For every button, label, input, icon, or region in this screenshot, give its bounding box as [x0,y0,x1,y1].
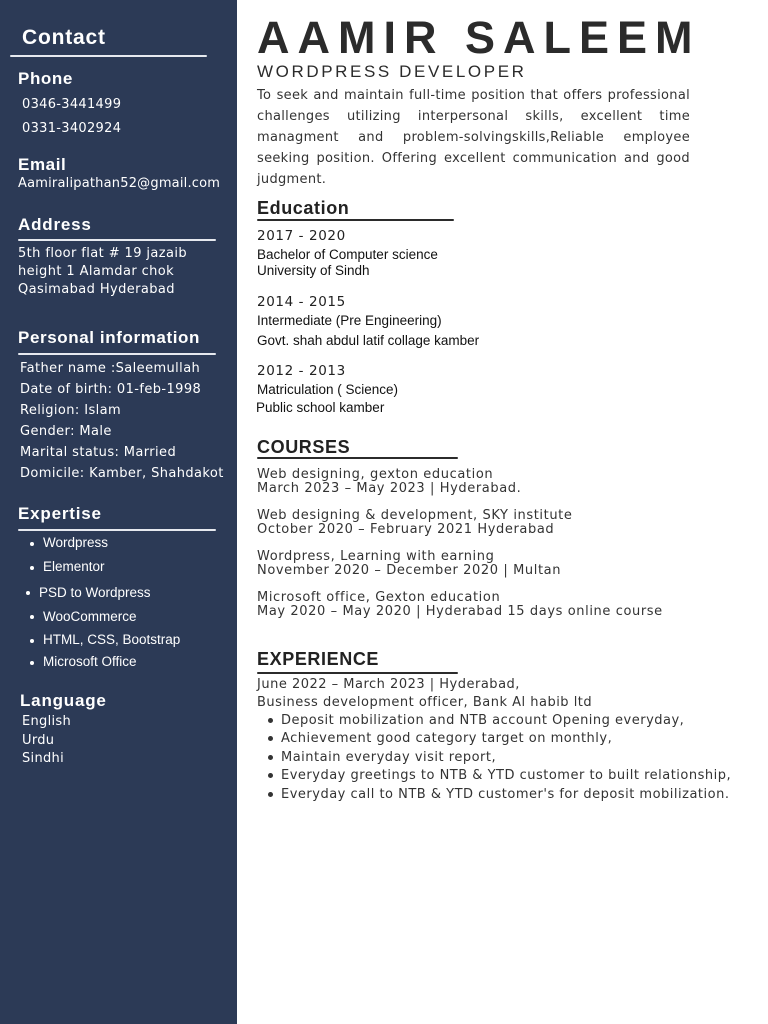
language-item: English [22,714,72,729]
course-detail: March 2023 – May 2023 | Hyderabad. [257,481,522,496]
bullet-icon [26,591,30,595]
course-title: Web designing & development, SKY institute [257,508,573,523]
personal-info-item: Domicile: Kamber, Shahdakot [20,466,224,481]
bullet-icon [30,566,34,570]
phone-number: 0331-3402924 [22,121,122,136]
expertise-item: Microsoft Office [43,654,137,669]
phone-number: 0346-3441499 [22,97,122,112]
education-years: 2014 - 2015 [257,294,346,310]
duty-item: Everyday call to NTB & YTD customer's for deposit mobilization. [281,787,730,802]
email-heading: Email [18,155,67,174]
education-years: 2012 - 2013 [257,363,346,379]
address-divider [18,239,216,241]
course-detail: May 2020 – May 2020 | Hyderabad 15 days online course [257,604,663,619]
duty-item: Everyday greetings to NTB & YTD customer to built relationship, [281,768,732,783]
courses-divider [257,457,458,459]
education-institute: Public school kamber [256,400,385,415]
language-item: Urdu [22,733,55,748]
expertise-item: HTML, CSS, Bootstrap [43,632,181,647]
expertise-item: Elementor [43,559,105,574]
bullet-icon [30,661,34,665]
bullet-icon [30,615,34,619]
course-title: Wordpress, Learning with earning [257,549,495,564]
education-degree: Bachelor of Computer science [257,247,438,262]
experience-period: June 2022 – March 2023 | Hyderabad, [257,677,520,692]
education-heading: Education [257,198,350,218]
expertise-divider [18,529,216,531]
personal-info-item: Date of birth: 01-feb-1998 [20,382,202,397]
address-line: height 1 Alamdar chok [18,264,175,279]
job-title: WORDPRESS DEVELOPER [257,62,527,81]
address-line: Qasimabad Hyderabad [18,282,175,297]
phone-heading: Phone [18,69,73,88]
expertise-item: PSD to Wordpress [39,585,151,600]
personal-info-divider [18,353,216,355]
course-detail: November 2020 – December 2020 | Multan [257,563,562,578]
education-years: 2017 - 2020 [257,228,346,244]
education-divider [257,219,454,221]
personal-info-item: Gender: Male [20,424,112,439]
language-item: Sindhi [22,751,65,766]
email-address: Aamiralipathan52@gmail.com [18,176,221,191]
course-detail: October 2020 – February 2021 Hyderabad [257,522,555,537]
experience-position: Business development officer, Bank Al habib ltd [257,695,593,710]
duty-item: Maintain everyday visit report, [281,750,497,765]
address-block [18,245,187,299]
address-heading: Address [18,215,92,234]
duty-item: Deposit mobilization and NTB account Opening everyday, [281,713,685,728]
personal-info-item: Marital status: Married [20,445,177,460]
experience-heading: EXPERIENCE [257,649,380,669]
expertise-item: Wordpress [43,535,109,550]
bullet-icon [30,639,34,643]
bullet-icon [268,755,273,760]
language-heading: Language [20,691,107,710]
education-degree: Intermediate (Pre Engineering) [257,313,442,328]
personal-info-item: Religion: Islam [20,403,122,418]
bullet-icon [268,736,273,741]
contact-divider [10,55,207,57]
education-institute: Govt. shah abdul latif collage kamber [257,333,480,348]
bullet-icon [268,718,273,723]
experience-divider [257,672,458,674]
bullet-icon [268,792,273,797]
expertise-heading: Expertise [18,504,102,523]
expertise-item: WooCommerce [43,609,137,624]
bullet-icon [268,773,273,778]
candidate-name: AAMIR SALEEM [257,12,701,63]
education-degree: Matriculation ( Science) [257,382,399,397]
contact-heading: Contact [22,26,106,49]
bullet-icon [30,542,34,546]
course-title: Web designing, gexton education [257,467,494,482]
personal-info-heading: Personal information [18,328,201,347]
sidebar [0,0,237,1024]
courses-heading: COURSES [257,437,351,457]
education-institute: University of Sindh [257,263,370,278]
objective-paragraph: To seek and maintain full-time position that offers professional challenges utilizing interpersonal skills, excellent time managment and problem-solvingskills,Reliable employee seeking position. Offering excellent communication and good judgment. [257,88,690,187]
address-line: 5th floor flat # 19 jazaib [18,246,188,261]
personal-info-item: Father name :Saleemullah [20,361,201,376]
duty-item: Achievement good category target on monthly, [281,731,613,746]
course-title: Microsoft office, Gexton education [257,590,501,605]
